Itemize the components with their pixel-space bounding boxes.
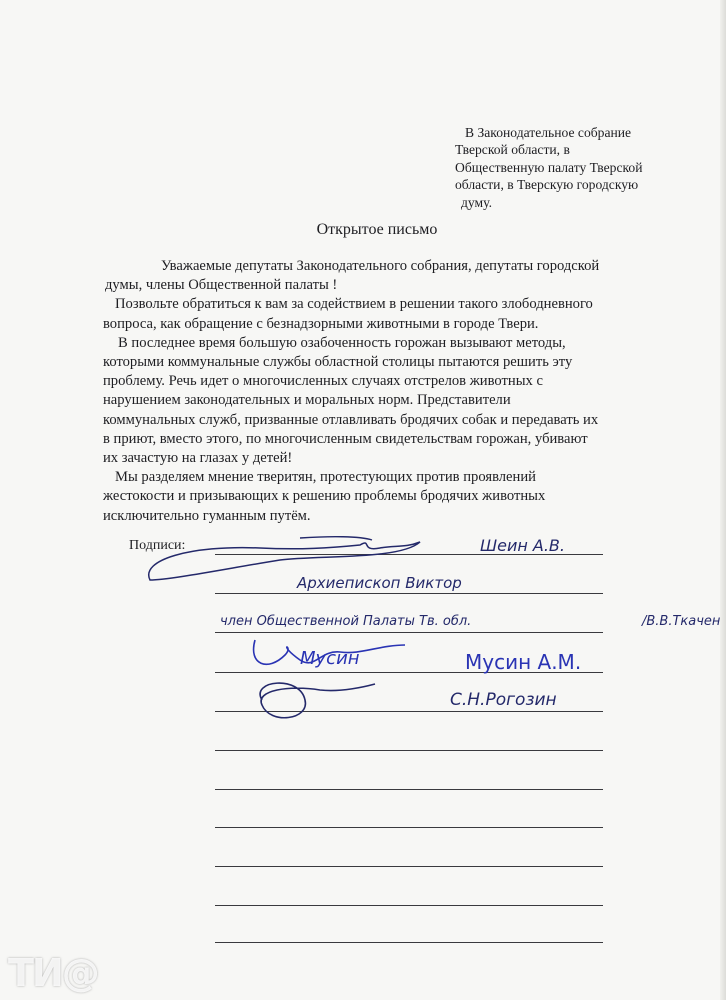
body-line: нарушением законодательных и моральных норм. Представители xyxy=(103,392,511,409)
body-line: в приют, вместо этого, по многочисленным свидетельствам горожан, убивают xyxy=(103,430,588,447)
signature-shein: Шеин А.В. xyxy=(480,536,565,555)
signature-musin-hand: Мусин xyxy=(300,648,360,669)
body-line: вопроса, как обращение с безнадзорными животными в городе Твери. xyxy=(103,315,539,332)
body-line: их зачастую на глазах у детей! xyxy=(103,450,293,467)
signature-viktor-title: Архиепископ Виктор xyxy=(297,574,462,592)
body-line: коммунальных служб, призванные отлавливать бродячих собак и передавать их xyxy=(103,411,599,428)
body-line: которыми коммунальные службы областной столицы пытаются решить эту xyxy=(103,354,573,371)
addressee-line: В Законодательное собрание xyxy=(465,125,632,140)
signatures-label: Подписи: xyxy=(129,538,186,553)
body-line: В последнее время большую озабоченность горожан вызывают методы, xyxy=(118,334,566,351)
body-line: жестокости и призывающих к решению проблемы бродячих животных xyxy=(103,488,546,505)
watermark-logo: ТИ@ xyxy=(8,951,98,995)
addressee-line: думу. xyxy=(461,194,492,210)
signature-scribble-1-tail xyxy=(300,537,372,540)
letter-title: Открытое письмо xyxy=(316,221,438,238)
body-line: исключительно гуманным путём. xyxy=(103,507,311,524)
signature-tkachenko-name: /В.В.Ткачен xyxy=(642,614,721,629)
signature-scribble-3 xyxy=(260,683,375,718)
addressee-line: Тверской области, в xyxy=(455,142,570,158)
body-line: Позвольте обратиться к вам за содействием в решении такого злободневного xyxy=(115,296,593,313)
addressee-line: области, в Тверскую городскую xyxy=(455,177,639,193)
signature-tkachenko-role: член Общественной Палаты Тв. обл. xyxy=(220,614,472,629)
body-line: Мы разделяем мнение тверитян, протестующих против проявлений xyxy=(115,469,536,486)
addressee-line: Общественную палату Тверской xyxy=(455,159,643,175)
signature-musin-printed: Мусин А.М. xyxy=(465,650,582,674)
body-line: Уважаемые депутаты Законодательного собрания, депутаты городской xyxy=(161,258,600,274)
body-line: думы, члены Общественной палаты ! xyxy=(105,277,338,294)
body-line: проблему. Речь идет о многочисленных случаях отстрелов животных с xyxy=(103,373,543,390)
signature-rogozin: С.Н.Рогозин xyxy=(450,690,557,710)
